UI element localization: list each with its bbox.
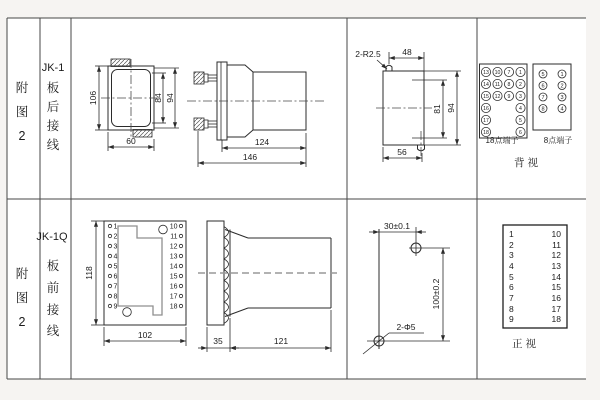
dim-label: 106 [88, 90, 98, 106]
terminal-number: 12 [494, 93, 501, 100]
terminal-number: 8 [507, 81, 511, 88]
dim-label: 146 [242, 152, 258, 162]
terminal-block-18-label: 18点端子 [485, 136, 519, 145]
wiring-label-char: 线 [46, 138, 60, 152]
terminal-number: 9 [507, 93, 511, 100]
pin-number: 10 [551, 229, 561, 239]
pin-number: 11 [552, 240, 561, 250]
terminal-number: 4 [560, 106, 564, 113]
pin-number: 1 [113, 223, 118, 231]
pin-number: 6 [509, 282, 514, 292]
terminal-number: 17 [483, 117, 489, 124]
mounting-tab [133, 130, 152, 138]
hole-label: 2-Φ5 [396, 322, 416, 332]
pin-number: 17 [169, 293, 178, 301]
pin-number: 8 [113, 293, 118, 301]
dim-label: 121 [273, 336, 289, 346]
pin-number: 7 [509, 293, 514, 303]
dim-label: 35 [213, 336, 223, 346]
terminal-number: 16 [483, 105, 489, 112]
dim-label: 48 [402, 47, 412, 57]
dim-label: 81 [432, 104, 442, 114]
pin-number: 3 [113, 243, 118, 251]
dim-label: 30±0.1 [384, 221, 410, 231]
terminal-number: 2 [560, 83, 564, 90]
wiring-label-char: 接 [46, 119, 60, 133]
fig-label-char: 附 [15, 267, 29, 281]
wiring-label-char: 线 [46, 324, 60, 338]
terminal-number: 2 [519, 81, 522, 88]
dim-label: 124 [254, 137, 270, 147]
pin-number: 15 [169, 273, 178, 281]
terminal-number: 7 [541, 95, 545, 101]
dim-label: 94 [165, 93, 175, 103]
terminal-number: 4 [519, 105, 522, 112]
wiring-label-char: 接 [46, 303, 60, 317]
terminal-number: 13 [483, 69, 489, 76]
terminal-block-8-label: 8点端子 [543, 136, 573, 145]
terminal-number: 6 [519, 129, 522, 136]
wiring-label-char: 板 [46, 259, 60, 273]
pin-number: 6 [113, 273, 118, 281]
pin-number: 12 [551, 250, 561, 260]
terminal-number: 3 [519, 93, 522, 100]
terminal-number: 7 [507, 69, 511, 76]
fig-label-char: 图 [15, 105, 29, 119]
model-label: JK-1 [41, 62, 65, 74]
wiring-label-char: 后 [46, 100, 60, 114]
dim-label: 118 [84, 266, 94, 280]
dim-label: 60 [126, 136, 136, 146]
pin-number: 17 [551, 304, 561, 314]
terminal-number: 10 [494, 69, 501, 76]
terminal-number: 3 [560, 95, 564, 101]
pin-number: 12 [169, 243, 178, 251]
pin-number: 7 [113, 283, 118, 291]
radius-label: 2-R2.5 [355, 49, 381, 59]
pin-number: 5 [113, 263, 118, 271]
fig-label-char: 附 [15, 81, 29, 95]
pin-number: 9 [509, 314, 514, 324]
pin-number: 1 [509, 229, 514, 239]
terminal-number: 18 [483, 129, 489, 136]
pin-number: 16 [551, 293, 561, 303]
terminal-number: 5 [519, 117, 522, 124]
model-label: JK-1Q [36, 231, 68, 243]
pin-number: 13 [551, 261, 561, 271]
pin-number: 2 [113, 233, 118, 241]
dim-label: 100±0.2 [431, 278, 441, 310]
pin-number: 2 [509, 240, 514, 250]
front-view-label: 正 视 [512, 338, 536, 350]
pin-number: 13 [169, 253, 178, 261]
terminal-number: 11 [494, 81, 501, 88]
pin-number: 8 [509, 304, 514, 314]
pin-number: 11 [170, 233, 178, 241]
pin-number: 14 [169, 263, 178, 271]
wiring-label-char: 板 [46, 81, 60, 95]
terminal-number: 6 [541, 83, 545, 90]
wiring-label-char: 前 [46, 281, 60, 295]
pin-number: 10 [169, 223, 178, 231]
pin-number: 18 [551, 314, 561, 324]
terminal-number: 8 [541, 106, 545, 113]
dim-label: 102 [137, 330, 153, 340]
fig-label-char: 图 [15, 291, 29, 305]
pin-number: 5 [509, 272, 514, 282]
pin-number: 3 [509, 250, 514, 260]
terminal-number: 14 [483, 81, 489, 88]
terminal-number: 5 [541, 72, 545, 78]
pin-number: 18 [169, 303, 178, 311]
terminal-number: 1 [560, 72, 564, 78]
mounting-tab [111, 59, 130, 67]
dim-label: 94 [446, 103, 456, 113]
pin-number: 14 [551, 272, 561, 282]
pin-number: 4 [509, 261, 514, 271]
dim-label: 84 [153, 93, 163, 103]
fig-label-char: 2 [18, 315, 26, 329]
pin-number: 4 [113, 253, 118, 261]
pin-number: 15 [551, 282, 561, 292]
terminal-number: 15 [483, 93, 489, 100]
dim-label: 56 [397, 147, 407, 157]
terminal-number: 1 [519, 69, 522, 76]
pin-number: 16 [169, 283, 178, 291]
rear-view-label: 背 视 [514, 157, 538, 169]
fig-label-char: 2 [18, 129, 26, 143]
pin-number: 9 [113, 303, 118, 311]
